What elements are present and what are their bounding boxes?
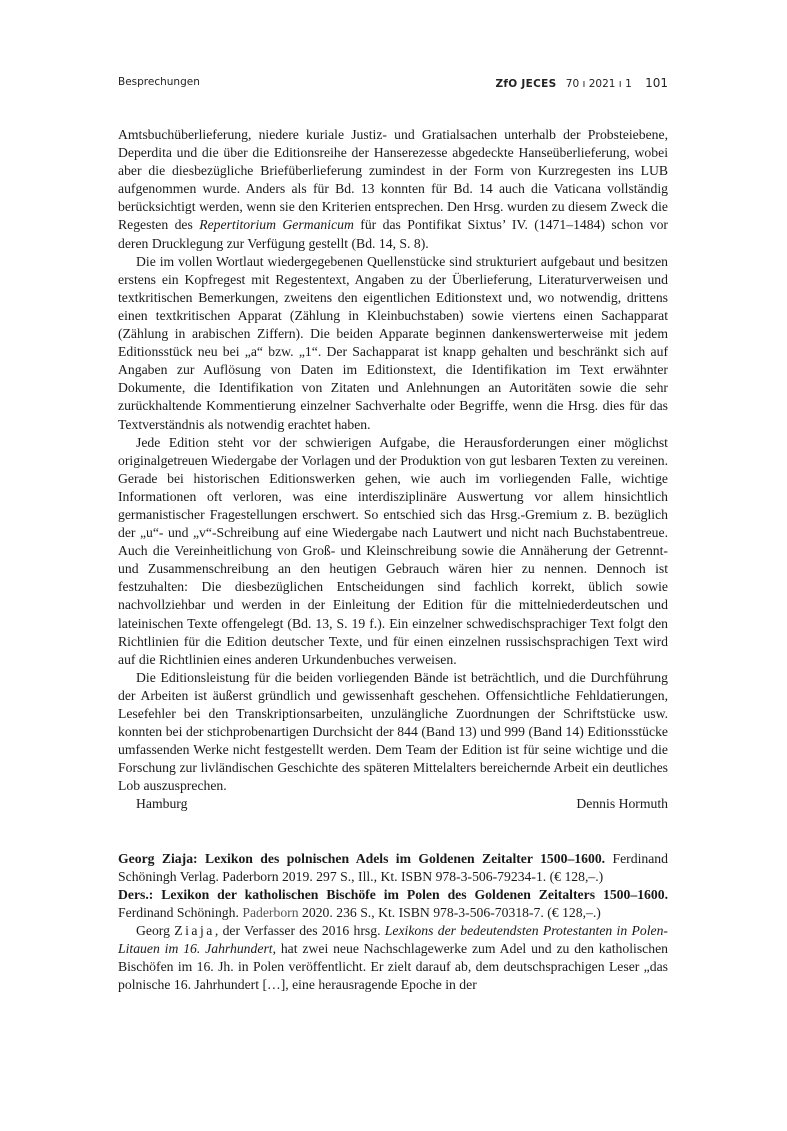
book-citation: Georg Ziaja: Lexikon des polnischen Adels im Goldenen Zeitalter 1500–1600. Ferdinand Schöningh Verlag. Paderborn 2019. 297 S., Ill., Kt. ISBN 978-3-506-79234-1. (€ 128,–.) [118,850,668,884]
page-number: 101 [645,76,668,90]
journal-info [495,76,668,90]
review-signature [118,795,668,813]
reviewer-name: Dennis Hormuth [576,796,668,812]
paragraph: Georg Ziaja, der Verfasser des 2016 hrsg. Lexikons der bedeutendsten Protestanten in Polen-Litauen im 16. Jahrhundert, hat zwei neue Nachschlagewerke zum Adel und zu den katholischen Bischöfen im 16. Jh. in Polen veröffentlicht. Er zielt darauf ab, dem deutschsprachigen Leser „das polnische 16. Jahrhundert […], eine herausragende Epoche in der [118,922,668,993]
running-head [118,76,668,92]
book-title: Georg Ziaja: Lexikon des polnischen Adels im Goldenen Zeitalter 1500–1600. [118,850,606,866]
section-title: Besprechungen [118,76,200,88]
paragraph: Amtsbuchüberlieferung, niedere kuriale Justiz- und Gratialsachen unterhalb der Probsteiebene, Deperdita und die über die Editionsreihe der Hanserezesse abgedeckte Hanseüberlieferung, wobei aber die diesbezügliche Briefüberlieferung zumindest in der Form von Kurzregesten ins LUB aufgenommen wurde. Anders als für Bd. 13 konnten für Bd. 14 auch die Vaticana vollständig berücksichtigt werden, wenn sie den Kriterien entsprechen. Den Hrsg. wurden zu diesem Zweck die Regesten des Repertitorium Germanicum für das Pontifikat Sixtus’ IV. (1471–1484) schon vor deren Drucklegung zur Verfügung gestellt (Bd. 14, S. 8). [118,127,668,251]
article-body [118,126,668,994]
author-name: Ziaja [174,922,215,938]
book-title: Ders.: Lexikon der katholischen Bischöfe im Polen des Goldenen Zeitalters 1500–1600. [118,886,668,902]
paragraph: Die im vollen Wortlaut wiedergegebenen Quellenstücke sind strukturiert aufgebaut und besitzen erstens ein Kopfregest mit Regestentext, Angaben zu der Überlieferung, Literaturverweisen und textkritischen Bemerkungen, zweitens den eigentlichen Editionstext und, wo notwendig, drittens einen textkritischen Apparat (Zählung in Kleinbuchstaben) sowie viertens einen Sachapparat (Zählung in arabischen Ziffern). Die beiden Apparate beginnen dankenswerterweise mit jedem Editionsstück neu bei „a“ bzw. „1“. Der Sachapparat ist knapp gehalten und beschränkt sich auf Angaben zur Auflösung von Daten im Editionstext, die Identifikation im Text erwähnter Dokumente, die Identifikation von Zitaten und Anlehnungen an Autoritäten sowie die sehr zurückhaltende Kommentierung einzelner Sachverhalte oder Begriffe, wenn die Hrsg. dies für das Textverständnis als notwendig erachtet haben. [118,253,668,432]
volume-info: 70 ı 2021 ı 1 [565,78,632,90]
paragraph: Die Editionsleistung für die beiden vorliegenden Bände ist beträchtlich, und die Durchführung der Arbeiten ist äußerst gründlich und gewissenhaft geschehen. Offensichtliche Fehldatierungen, Lesefehler bei den Transkriptionsarbeiten, unzulängliche Zuordnungen der Schriftstücke usw. konnten bei der stichprobenartigen Durchsicht der 844 (Band 13) und 999 (Band 14) Editionsstücke umfassenden Werke nicht festgestellt werden. Dem Team der Edition ist für seine wichtige und die Forschung zur livländischen Geschichte des späteren Mittelalters bereichernde Arbeit ein deutliches Lob auszusprechen. [118,669,668,794]
paragraph: Jede Edition steht vor der schwierigen Aufgabe, die Herausforderungen einer möglichst originalgetreuen Wiedergabe der Vorlagen und der Produktion von gut lesbaren Texten zu vereinen. Gerade bei historischen Editionswerken gehen, wie auch im vorliegenden Falle, wichtige Informationen oft verloren, was eine interdisziplinäre Auswertung vor allem hinsichtlich germanistischer Fragestellungen erschwert. So entschied sich das Hrsg.-Gremium z. B. bezüglich der „u“- und „v“-Schreibung auf eine Wiedergabe nach Lautwert und nicht nach Buchstabentreue. Auch die Vereinheitlichung von Groß- und Kleinschreibung sowie die Annäherung der Getrennt- und Zusammenschreibung an den heutigen Gebrauch wären hier zu nennen. Dennoch ist festzuhalten: Die diesbezüglichen Entscheidungen sind fachlich korrekt, üblich sowie nachvollziehbar und werden in der Einleitung der Edition für die mittelniederdeutschen und lateinischen Texte offengelegt (Bd. 13, S. 19 f.). Ein einzelner schwedischsprachiger Text folgt den Richtlinien für die Edition deutscher Texte, und für einen einzelnen russischsprachigen Text wird auf die Richtlinien eines anderen Urkundenbuches verweisen. [118,434,668,667]
review-place: Hamburg [136,796,188,812]
book-citation: Ders.: Lexikon der katholischen Bischöfe im Polen des Goldenen Zeitalters 1500–1600. Ferdinand Schöningh. Paderborn 2020. 236 S., Kt. ISBN 978-3-506-70318-7. (€ 128,–.) [118,886,668,920]
journal-name: ZfO JECES [495,78,557,90]
